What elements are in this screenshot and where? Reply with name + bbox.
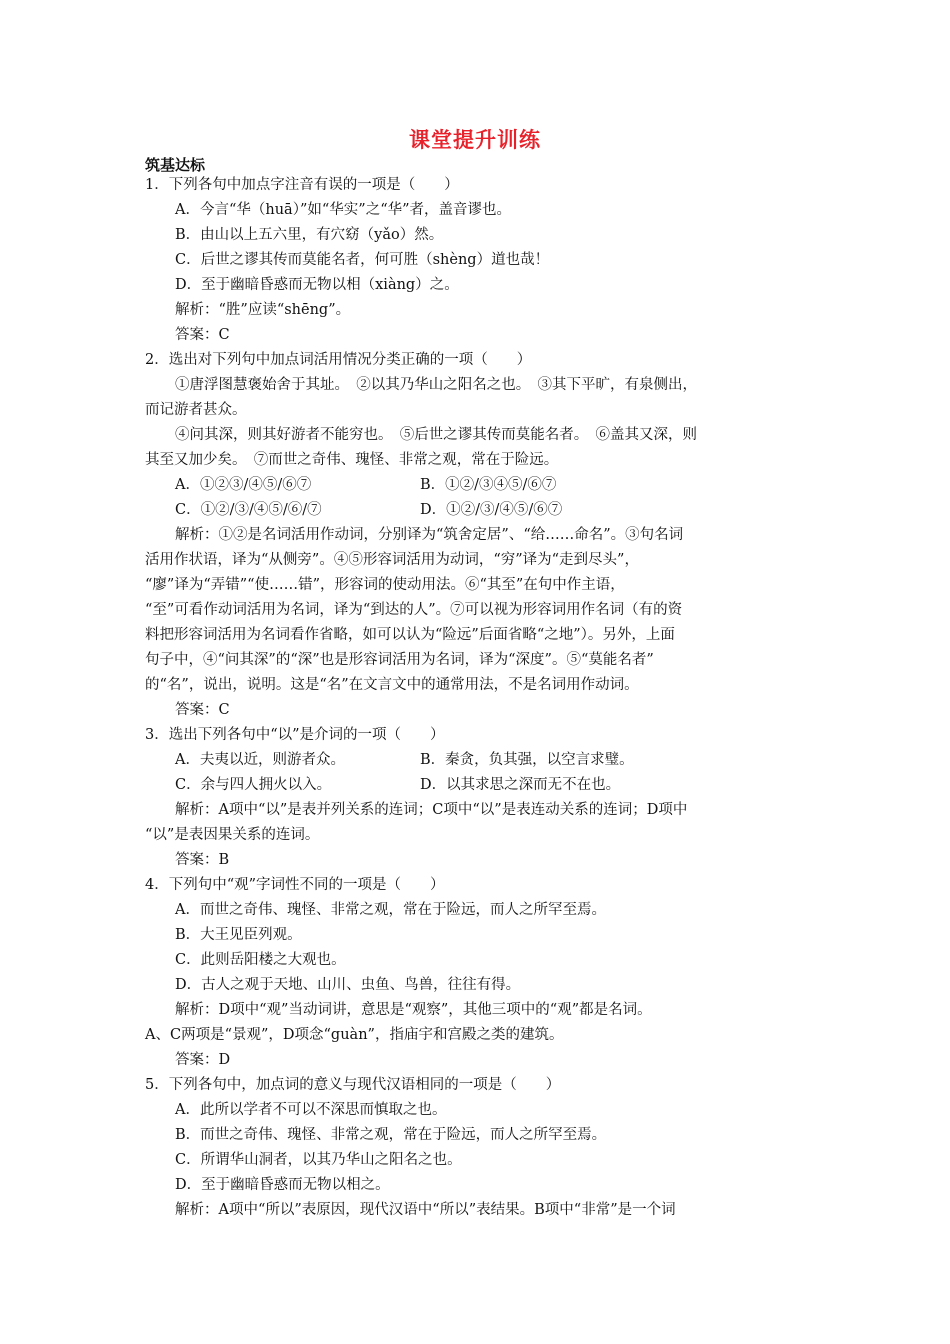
question-stem: 1．下列各句中加点字注音有误的一项是（ ） <box>145 177 459 193</box>
analysis-line: 活用作状语，译为“从侧旁”。④⑤形容词活用为动词，“穷”译为“走到尽头”， <box>145 552 639 568</box>
question-stem: 5．下列各句中，加点词的意义与现代汉语相同的一项是（ ） <box>145 1077 561 1093</box>
option-row <box>145 748 810 773</box>
analysis-line: “以”是表因果关系的连词。 <box>145 827 320 843</box>
question-stem: 3．选出下列各句中“以”是介词的一项（ ） <box>145 727 445 743</box>
analysis-line: 句子中，④“问其深”的“深”也是形容词活用为名词，译为“深度”。⑤“莫能名者” <box>145 652 654 668</box>
analysis: 解析：“胜”应读“shēng”。 <box>175 302 351 318</box>
analysis-line: 料把形容词活用为名词看作省略，如可以认为“险远”后面省略“之地”）。另外，上面 <box>145 627 675 643</box>
option-b: B．①②/③④⑤/⑥⑦ <box>420 477 557 493</box>
option-d: D．以其求思之深而无不在也。 <box>420 777 621 793</box>
option-a: A．此所以学者不可以不深思而慎取之也。 <box>175 1102 447 1118</box>
option-a: A．①②③/④⑤/⑥⑦ <box>175 477 312 493</box>
option-c: C．①②/③/④⑤/⑥/⑦ <box>175 502 322 518</box>
option-c: C．此则岳阳楼之大观也。 <box>175 952 346 968</box>
option-c: C．所谓华山洞者，以其乃华山之阳名之也。 <box>175 1152 462 1168</box>
analysis-line: “廖”译为“弄错”“使……错”，形容词的使动用法。⑥“其至”在句中作主语， <box>145 577 625 593</box>
option-a: A．今言“华（huā）”如“华实”之“华”者，盖音谬也。 <box>175 202 512 218</box>
option-b: B．大王见臣列观。 <box>175 927 302 943</box>
option-row <box>145 498 810 523</box>
page-title: 课堂提升训练 <box>409 128 541 152</box>
option-row <box>145 473 810 498</box>
sentence-line: 而记游者甚众。 <box>145 402 247 418</box>
answer: 答案：C <box>175 327 230 343</box>
option-a: A．而世之奇伟、瑰怪、非常之观，常在于险远，而人之所罕至焉。 <box>175 902 606 918</box>
analysis-line: A、C两项是“景观”，D项念“guàn”，指庙宇和宫殿之类的建筑。 <box>145 1027 564 1043</box>
option-d: D．至于幽暗昏惑而无物以相（xiàng）之。 <box>175 277 459 293</box>
question-list <box>145 173 810 1223</box>
option-a: A．夫夷以近，则游者众。 <box>175 752 345 768</box>
option-row <box>145 773 810 798</box>
option-b: B．而世之奇伟、瑰怪、非常之观，常在于险远，而人之所罕至焉。 <box>175 1127 607 1143</box>
answer: 答案：C <box>175 702 230 718</box>
analysis-line: “至”可看作动词活用为名词，译为“到达的人”。⑦可以视为形容词用作名词（有的资 <box>145 602 683 618</box>
option-d: D．至于幽暗昏惑而无物以相之。 <box>175 1177 390 1193</box>
analysis-line: 解析：①②是名词活用作动词，分别译为“筑舍定居”、“给……命名”。③句名词 <box>175 527 684 543</box>
section-heading: 筑基达标 <box>145 156 206 174</box>
option-b: B．由山以上五六里，有穴窈（yǎo）然。 <box>175 227 444 243</box>
option-d: D．古人之观于天地、山川、虫鱼、鸟兽，往往有得。 <box>175 977 521 993</box>
sentence-line: ④问其深，则其好游者不能穷也。 ⑤后世之谬其传而莫能名者。 ⑥盖其又深，则 <box>175 427 697 443</box>
analysis-line: 解析：D项中“观”当动词讲，意思是“观察”，其他三项中的“观”都是名词。 <box>175 1002 652 1018</box>
option-c: C．余与四人拥火以入。 <box>175 777 332 793</box>
analysis-line: 解析：A项中“所以”表原因，现代汉语中“所以”表结果。B项中“非常”是一个词 <box>175 1202 676 1218</box>
answer: 答案：D <box>175 1052 231 1068</box>
option-d: D．①②/③/④⑤/⑥⑦ <box>420 502 563 518</box>
answer: 答案：B <box>175 852 230 868</box>
question-stem: 2．选出对下列句中加点词活用情况分类正确的一项（ ） <box>145 352 532 368</box>
option-b: B．秦贪，负其强，以空言求璧。 <box>420 752 634 768</box>
analysis-line: 的“名”，说出，说明。这是“名”在文言文中的通常用法，不是名词用作动词。 <box>145 677 639 693</box>
option-c: C．后世之谬其传而莫能名者，何可胜（shèng）道也哉！ <box>175 252 550 268</box>
question-stem: 4．下列句中“观”字词性不同的一项是（ ） <box>145 877 445 893</box>
sentence-line: 其至又加少矣。 ⑦而世之奇伟、瑰怪、非常之观，常在于险远。 <box>145 452 559 468</box>
analysis-line: 解析：A项中“以”是表并列关系的连词；C项中“以”是表连动关系的连词；D项中 <box>175 802 688 818</box>
sentence-line: ①唐浮图慧褒始舍于其址。 ②以其乃华山之阳名之也。 ③其下平旷，有泉侧出， <box>175 377 697 393</box>
